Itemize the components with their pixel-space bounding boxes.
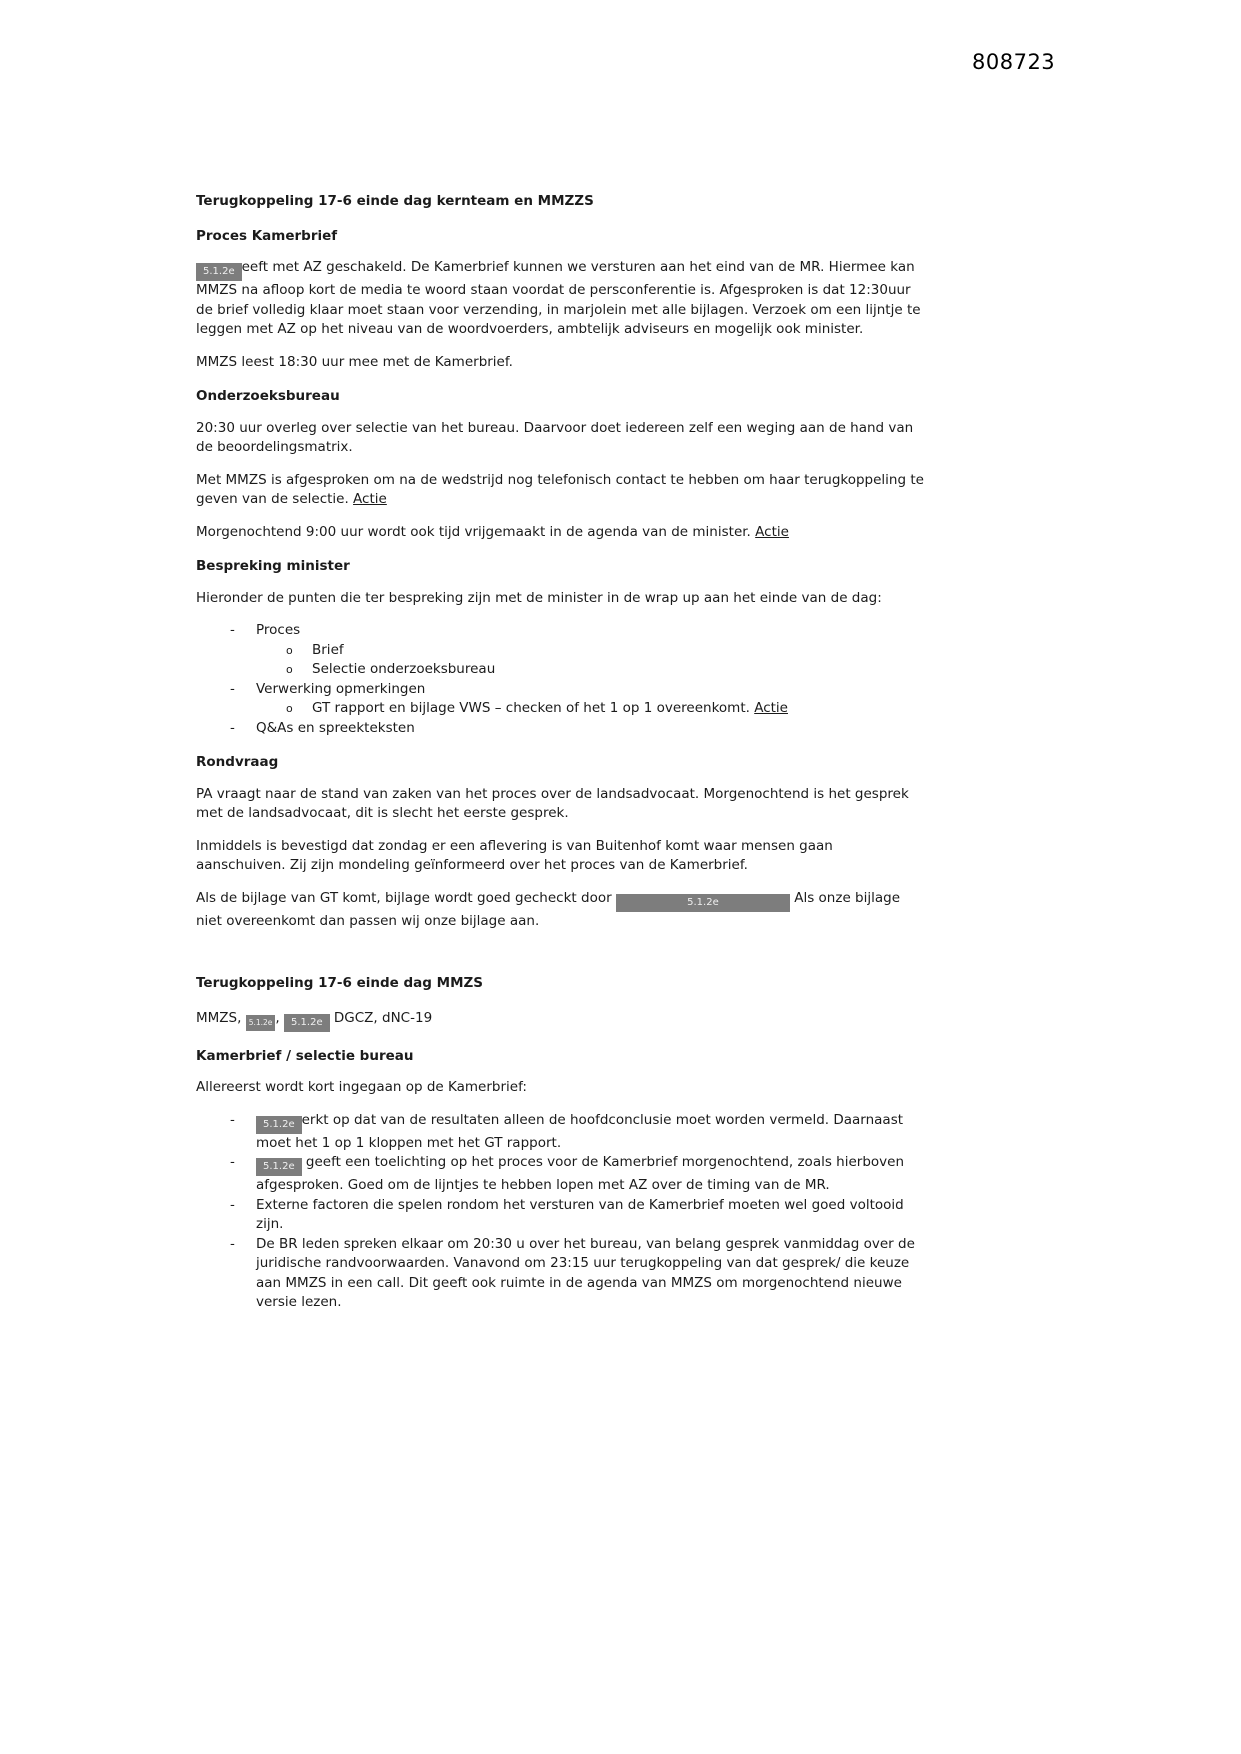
list-marker-dash: - bbox=[230, 680, 235, 697]
list-item-text: Brief bbox=[312, 641, 344, 658]
actie-link: Actie bbox=[754, 700, 788, 716]
paragraph-text: DGCZ, dNC-19 bbox=[329, 1009, 433, 1026]
paragraph-attendees bbox=[196, 1009, 926, 1032]
section-title-mmzs: Terugkoppeling 17-6 einde dag MMZS bbox=[196, 975, 484, 991]
list-item-text: Externe factoren die spelen rondom het versturen van de Kamerbrief moeten wel goed voltooid zijn. bbox=[256, 1196, 904, 1232]
list-item bbox=[196, 719, 926, 739]
paragraph-rondvraag-1: PA vraagt naar de stand van zaken van het proces over de landsadvocaat. Morgenochtend is het gesprek met de landsadvocaat, dit is slecht het eerste gesprek. bbox=[196, 785, 909, 821]
actie-link: Actie bbox=[755, 523, 789, 540]
heading-bespreking-minister: Bespreking minister bbox=[196, 558, 350, 574]
list-marker-circle: o bbox=[286, 702, 293, 715]
list-item bbox=[196, 1153, 926, 1196]
list-marker-dash: - bbox=[230, 1154, 235, 1170]
list-marker-circle: o bbox=[286, 643, 293, 657]
section-title-kernteam: Terugkoppeling 17-6 einde dag kernteam en MMZZS bbox=[196, 193, 594, 209]
list-marker-dash: - bbox=[230, 1111, 235, 1128]
list-marker-dash: - bbox=[230, 1235, 235, 1252]
list-item-text-part: geeft een toelichting op het proces voor de Kamerbrief morgenochtend, zoals hierboven afgesproken. Goed om de lijntjes te hebben lopen met AZ over de timing van de MR. bbox=[256, 1154, 905, 1193]
bespreking-list bbox=[196, 621, 926, 738]
list-item bbox=[196, 621, 926, 641]
list-item bbox=[196, 641, 926, 661]
kamerbrief-list bbox=[196, 1111, 926, 1313]
paragraph-onderzoek-2 bbox=[196, 471, 926, 510]
redaction-box: 5.1.2e bbox=[196, 263, 242, 281]
list-item bbox=[196, 1196, 926, 1235]
heading-rondvraag: Rondvraag bbox=[196, 754, 279, 770]
paragraph-bespreking-1: Hieronder de punten die ter bespreking zijn met de minister in de wrap up aan het einde van de dag: bbox=[196, 589, 882, 606]
list-item-text: Selectie onderzoeksbureau bbox=[312, 661, 496, 677]
redaction-box: 5.1.2e bbox=[256, 1158, 302, 1176]
heading-onderzoeksbureau: Onderzoeksbureau bbox=[196, 388, 340, 404]
list-item-text-part: erkt op dat van de resultaten alleen de hoofdconclusie moet worden vermeld. Daarnaast moet het 1 op 1 kloppen met het GT rapport. bbox=[256, 1111, 904, 1151]
paragraph-text: Morgenochtend 9:00 uur wordt ook tijd vrijgemaakt in de agenda van de minister. bbox=[196, 523, 756, 540]
list-item-text bbox=[312, 699, 926, 719]
redaction-box-tiny: 5.1.2e bbox=[246, 1015, 276, 1031]
actie-link: Actie bbox=[353, 491, 387, 507]
paragraph-rondvraag-2: Inmiddels is bevestigd dat zondag er een aflevering is van Buitenhof komt waar mensen gaan aanschuiven. Zij zijn mondeling geïnformeerd over het proces van de Kamerbrief. bbox=[196, 837, 833, 873]
paragraph-proces-2: MMZS leest 18:30 uur mee met de Kamerbrief. bbox=[196, 353, 513, 370]
paragraph-text: Als onze bijlage niet overeenkomt dan passen wij onze bijlage aan. bbox=[196, 889, 901, 929]
section-gap bbox=[196, 944, 926, 974]
list-marker-circle: o bbox=[286, 663, 293, 676]
list-item-text: Verwerking opmerkingen bbox=[256, 680, 426, 697]
paragraph-text: , bbox=[275, 1009, 284, 1026]
list-marker-dash: - bbox=[230, 719, 235, 736]
list-item bbox=[196, 1111, 926, 1154]
redaction-box: 5.1.2e bbox=[284, 1014, 330, 1032]
list-item-text: Proces bbox=[256, 622, 301, 638]
redaction-box-wide: 5.1.2e bbox=[616, 894, 790, 912]
paragraph-text: Met MMZS is afgesproken om na de wedstrijd nog telefonisch contact te hebben om haar terugkoppeling te geven van de selectie. bbox=[196, 471, 924, 507]
list-item bbox=[196, 699, 926, 719]
paragraph-onderzoek-3 bbox=[196, 523, 926, 543]
list-item-text bbox=[256, 1153, 926, 1196]
list-item-text: De BR leden spreken elkaar om 20:30 u over het bureau, van belang gesprek vanmiddag over de juridische randvoorwaarden. Vanavond om 23:15 uur terugkoppeling van dat gesprek/ die keuze aan MMZS in een call. Dit geeft ook ruimte in de agenda van MMZS om morgenochtend nieuwe versie lezen. bbox=[256, 1235, 915, 1310]
list-item-text: Q&As en spreekteksten bbox=[256, 719, 415, 736]
list-item bbox=[196, 1235, 926, 1313]
doc-number: 808723 bbox=[972, 50, 1056, 74]
heading-kamerbrief-selectie: Kamerbrief / selectie bureau bbox=[196, 1047, 414, 1064]
paragraph-text: MMZS, bbox=[196, 1009, 246, 1026]
document-content bbox=[196, 192, 926, 1326]
redaction-box: 5.1.2e bbox=[256, 1116, 302, 1134]
paragraph-text: Als de bijlage van GT komt, bijlage wordt goed gecheckt door bbox=[196, 889, 616, 906]
list-item bbox=[196, 660, 926, 680]
list-marker-dash: - bbox=[230, 1196, 235, 1213]
paragraph-text: eeft met AZ geschakeld. De Kamerbrief kunnen we versturen aan het eind van de MR. Hiermee kan MMZS na afloop kort de media te woord staan voordat de persconferentie is. Afgesproken is dat 12:30uur de brief volledig klaar moet staan voor verzending, in marjolein met alle bijlagen. Verzoek om een lijntje te leggen met AZ op het niveau van de woordvoerders, ambtelijk adviseurs en mogelijk ook minister. bbox=[196, 259, 921, 337]
paragraph-rondvraag-3 bbox=[196, 889, 926, 932]
paragraph-kamerbrief-1: Allereerst wordt kort ingegaan op de Kamerbrief: bbox=[196, 1079, 527, 1095]
paragraph-proces-1 bbox=[196, 258, 926, 340]
list-item bbox=[196, 680, 926, 700]
list-marker-dash: - bbox=[230, 622, 235, 638]
list-item-text-part: GT rapport en bijlage VWS – checken of het 1 op 1 overeenkomt. bbox=[312, 700, 755, 716]
list-item-text bbox=[256, 1111, 926, 1154]
heading-proces-kamerbrief: Proces Kamerbrief bbox=[196, 227, 338, 244]
paragraph-onderzoek-1: 20:30 uur overleg over selectie van het bureau. Daarvoor doet iedereen zelf een weging aan de hand van de beoordelingsmatrix. bbox=[196, 419, 914, 455]
